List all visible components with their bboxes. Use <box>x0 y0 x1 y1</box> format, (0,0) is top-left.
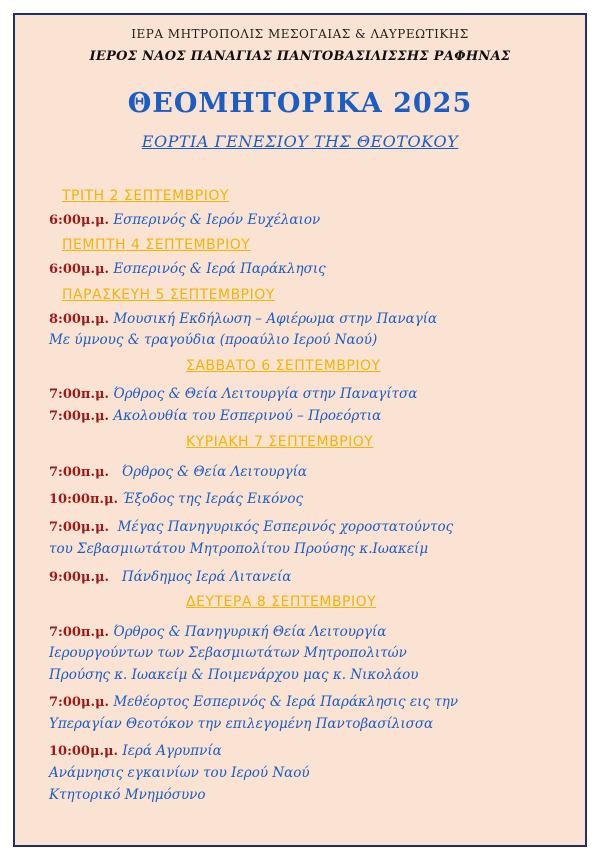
page-title: ΘΕΟΜΗΤΟΡΙΚΑ 2025 <box>127 88 473 119</box>
event-line <box>49 667 418 683</box>
event-line <box>49 386 417 402</box>
event-line <box>49 645 407 661</box>
event-line <box>49 408 381 424</box>
event-text: του Σεβασμιωτάτου Μητροπολίτου Προύσης κ.Ιωακείμ <box>49 541 429 557</box>
event-line <box>49 694 458 710</box>
day-heading-tuesday: ΤΡΙΤΗ 2 ΣΕΠΤΕΜΒΡΙΟΥ <box>62 188 229 204</box>
event-line <box>49 491 303 507</box>
church-header: ΙΕΡΟΣ ΝΑΟΣ ΠΑΝΑΓΙΑΣ ΠΑΝΤΟΒΑΣΙΛΙΣΣΗΣ ΡΑΦΗΝΑΣ <box>89 49 511 64</box>
event-line <box>49 743 222 759</box>
event-time: 6:00μ.μ. <box>49 213 110 228</box>
event-time: 7:00μ.μ. <box>49 520 110 535</box>
event-time: 7:00μ.μ. <box>49 695 110 710</box>
event-text: Όρθρος & Πανηγυρική Θεία Λειτουργία <box>113 624 387 640</box>
page-subtitle: ΕΟΡΤΙΑ ΓΕΝΕΣΙΟΥ ΤΗΣ ΘΕΟΤΟΚΟΥ <box>141 132 459 151</box>
day-heading-saturday: ΣΑΒΒΑΤΟ 6 ΣΕΠΤΕΜΒΡΙΟΥ <box>186 358 381 374</box>
event-line <box>49 212 320 228</box>
event-line <box>49 569 291 585</box>
event-line <box>49 311 437 327</box>
event-text: Όρθρος & Θεία Λειτουργία <box>121 464 307 480</box>
event-time: 7:00π.μ. <box>49 465 110 480</box>
day-heading-monday: ΔΕΥΤΕΡΑ 8 ΣΕΠΤΕΜΒΡΙΟΥ <box>186 594 377 610</box>
event-line <box>49 464 307 480</box>
event-text: Ακολουθία του Εσπερινού – Προεόρτια <box>113 408 382 424</box>
event-text: Κτητορικό Μνημόσυνο <box>49 787 206 803</box>
day-heading-thursday: ΠΕΜΠΤΗ 4 ΣΕΠΤΕΜΒΡΙΟΥ <box>62 237 251 253</box>
event-time: 9:00μ.μ. <box>49 570 110 585</box>
event-time: 7:00π.μ. <box>49 625 110 640</box>
event-text: Πάνδημος Ιερά Λιτανεία <box>121 569 292 585</box>
event-line <box>49 624 386 640</box>
event-line <box>49 332 377 348</box>
event-text: Εσπερινός & Ιερόν Ευχέλαιον <box>113 212 321 228</box>
event-text: Μέγας Πανηγυρικός Εσπερινός χοροστατούντος <box>117 519 454 535</box>
day-heading-sunday: ΚΥΡΙΑΚΗ 7 ΣΕΠΤΕΜΒΡΙΟΥ <box>186 434 374 450</box>
event-time: 10:00μ.μ. <box>49 744 119 759</box>
event-line <box>49 787 206 803</box>
event-text: Μουσική Εκδήλωση – Αφιέρωμα στην Παναγία <box>113 311 438 327</box>
event-text: Προύσης κ. Ιωακείμ & Ποιμενάρχου μας κ. Νικολάου <box>49 667 419 683</box>
day-heading-friday: ΠΑΡΑΣΚΕΥΗ 5 ΣΕΠΤΕΜΒΡΙΟΥ <box>62 287 275 303</box>
event-time: 7:00μ.μ. <box>49 409 110 424</box>
event-line <box>49 261 326 277</box>
event-line <box>49 541 428 557</box>
event-text: Εσπερινός & Ιερά Παράκλησις <box>113 261 326 277</box>
event-time: 10:00π.μ. <box>49 492 119 507</box>
event-time: 7:00π.μ. <box>49 387 110 402</box>
event-text: Ιερουργούντων των Σεβασμιωτάτων Μητροπολιτών <box>49 645 407 661</box>
event-text: Υπεραγίαν Θεοτόκον την επιλεγομένη Παντοβασίλισσα <box>49 716 434 732</box>
event-text: Όρθρος & Θεία Λειτουργία στην Παναγίτσα <box>113 386 418 402</box>
event-time: 8:00μ.μ. <box>49 312 110 327</box>
event-line <box>49 519 453 535</box>
event-line <box>49 765 310 781</box>
event-time: 6:00μ.μ. <box>49 262 110 277</box>
event-text: Ιερά Αγρυπνία <box>122 743 222 759</box>
event-line <box>49 716 433 732</box>
metropolis-header: ΙΕΡΑ ΜΗΤΡΟΠΟΛΙΣ ΜΕΣΟΓΑΙΑΣ & ΛΑΥΡΕΩΤΙΚΗΣ <box>131 27 469 41</box>
event-text: Ανάμνησις εγκαινίων του Ιερού Ναού <box>49 765 310 781</box>
event-text: Μεθέορτος Εσπερινός & Ιερά Παράκλησις εις την <box>113 694 459 710</box>
event-text: Με ύμνους & τραγούδια (προαύλιο Ιερού Ναού) <box>49 332 378 348</box>
event-text: Έξοδος της Ιεράς Εικόνος <box>122 491 304 507</box>
